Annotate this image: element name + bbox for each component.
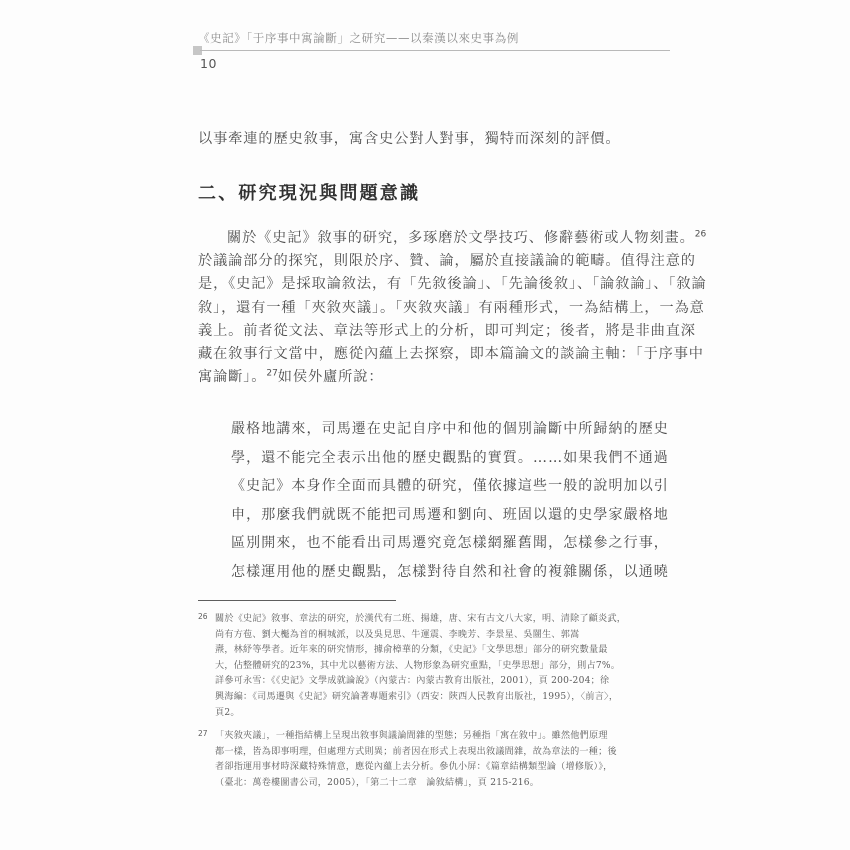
- footnote-number: 27: [198, 729, 208, 739]
- footnote-line: 頁2。: [215, 707, 240, 718]
- footnote-line: 者卻指運用事材時深藏特殊情意，應從內蘊上去分析。參仇小屏：《篇章結構類型論（增修版）》，: [215, 762, 613, 773]
- footnote-line: 都一樣，皆為即事明理，但處理方式則異；前者因在形式上表現出敘議間雜，故為章法的一種；後: [215, 746, 617, 757]
- body-line-text: 關於《史記》敘事的研究，多琢磨於文學技巧、修辭藝術或人物刻畫。: [227, 230, 695, 246]
- footnote-ref-27[interactable]: 27: [266, 368, 278, 379]
- footnote-line: 興海編：《司馬遷與《史記》研究論著專題索引》（西安：陝西人民教育出版社，1995），〈前言〉，: [215, 691, 619, 702]
- page-number: 10: [200, 56, 217, 71]
- body-line: 藏在敘事行文當中，應從內蘊上去探察，即本篇論文的談論主軸：「于序事中: [198, 346, 704, 363]
- footnote-entry-27: [198, 729, 660, 791]
- body-line-tail: 如侯外廬所說：: [277, 369, 384, 386]
- footnote-ref-26[interactable]: 26: [694, 229, 707, 240]
- body-line: 是，《史記》是採取論敘法，有「先敘後論」、「先論後敘」、「論敘論」、「敘論: [198, 276, 707, 293]
- quote-line: 《史記》本身作全面而具體的研究，僅依據這些一般的說明加以引: [231, 478, 669, 495]
- block-quote: [231, 415, 669, 586]
- footnote-separator: [198, 600, 396, 601]
- main-paragraph: [198, 227, 707, 389]
- body-line: [198, 366, 658, 389]
- footnote-line: 關於《史記》敘事、章法的研究，於漢代有二班、揚雄，唐、宋有古文八大家，明、清除了顧炎武，: [215, 614, 627, 624]
- body-line: 義上。前者從文法、章法等形式上的分析，即可判定；後者，將是非曲直深: [198, 322, 696, 339]
- footnote-number: 26: [198, 612, 208, 621]
- body-line-text: 寓論斷」。: [198, 369, 267, 386]
- body-line: [198, 227, 707, 250]
- quote-line: 學，還不能完全表示出他的歷史觀點的實質。……如果我們不通過: [231, 449, 669, 466]
- footnote-line: 燾，林紓等學者。近年來的研究情形，據俞樟華的分類，《史記》「文學思想」部分的研究數量最: [215, 645, 608, 656]
- quote-line: 嚴格地講來，司馬遷在史記自序中和他的個別論斷中所歸納的歷史: [231, 421, 669, 438]
- body-line: 於議論部分的探究，則限於序、贊、論，屬於直接議論的範疇。值得注意的: [198, 253, 696, 270]
- quote-line: 怎樣運用他的歷史觀點，怎樣對待自然和社會的複雜關係，以通曉: [231, 563, 669, 580]
- footnote-line: 詳參可永雪：《《史記》文學成就論說》（內蒙古：內蒙古教育出版社，2001），頁 200-204；徐: [215, 676, 610, 687]
- running-head: 《史記》「于序事中寓論斷」之研究——以秦漢以來史事為例: [198, 31, 519, 45]
- footnote-area: [198, 612, 660, 800]
- section-heading: 二、研究現況與問題意識: [198, 183, 421, 204]
- footnote-entry-26: [198, 612, 660, 721]
- quote-line: 申，那麼我們就既不能把司馬遷和劉向、班固以還的史學家嚴格地: [231, 506, 669, 523]
- footnote-line: （臺北：萬卷樓圖書公司，2005），「第二十二章 論敘結構」，頁 215-216。: [215, 777, 540, 788]
- footnote-line: 大，佔整體研究的23%，其中尤以藝術方法、人物形象為研究重點，「史學思想」部分，則占7%。: [215, 660, 621, 671]
- footnote-line: 尚有方苞、劉大櫆為首的桐城派，以及吳見思、牛運震、李晚芳、李景星、吳闓生、郭嵩: [215, 629, 580, 640]
- body-line: 以事牽連的歷史敘事，寓含史公對人對事，獨特而深刻的評價。: [198, 131, 621, 147]
- header-divider: [200, 50, 670, 51]
- quote-line: 區別開來，也不能看出司馬遷究竟怎樣網羅舊聞，怎樣參之行事，: [231, 535, 669, 552]
- body-line: 敘」，還有一種「夾敘夾議」。「夾敘夾議」有兩種形式，一為結構上，一為意: [198, 299, 705, 316]
- page-body: [198, 128, 707, 586]
- page-header: [0, 30, 850, 70]
- footnote-line: 「夾敘夾議」，一種指結構上呈現出敘事與議論間雜的型態；另種指「寓在敘中」。雖然他們原理: [215, 731, 608, 742]
- continuation-paragraph: [198, 128, 658, 151]
